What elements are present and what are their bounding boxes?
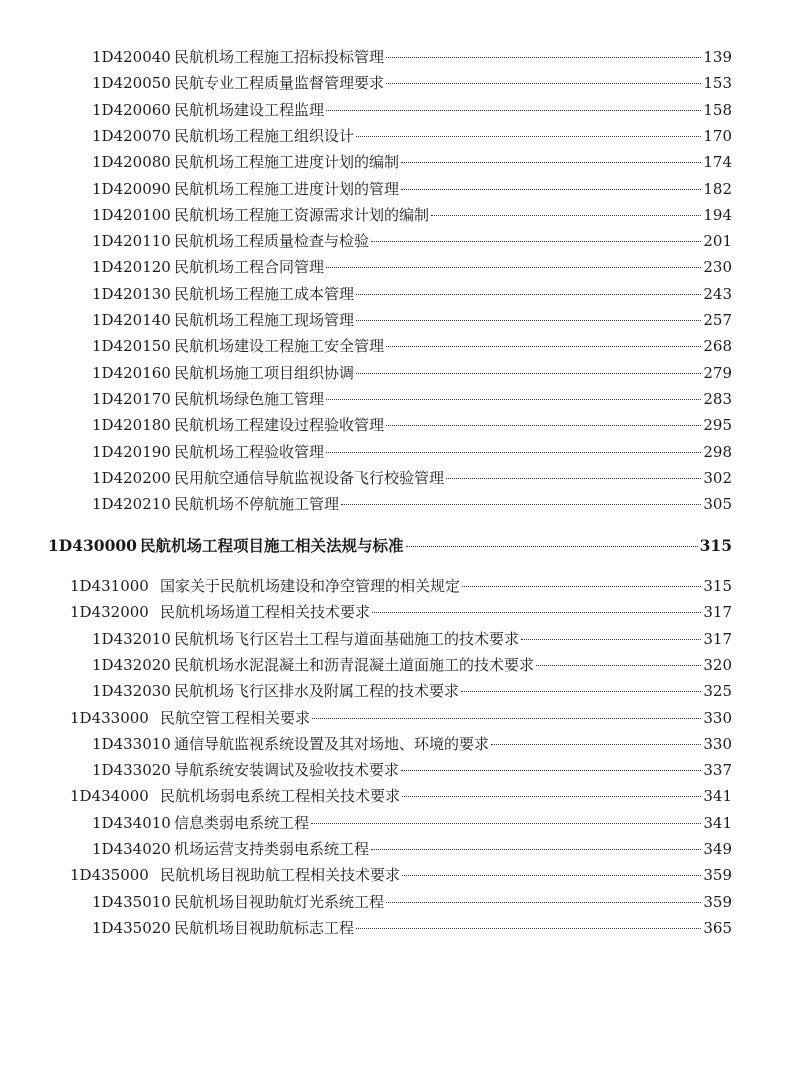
- toc-entry[interactable]: [92, 363, 732, 383]
- toc-dot-leader: [462, 586, 701, 587]
- toc-entry[interactable]: [92, 126, 732, 146]
- toc-entry[interactable]: [92, 839, 732, 859]
- toc-entry-title: 民航机场绿色施工管理: [174, 389, 325, 408]
- toc-entry-page: 257: [703, 311, 732, 329]
- toc-dot-leader: [406, 546, 698, 547]
- toc-entry-title: 民航空管工程相关要求: [160, 708, 311, 727]
- toc-entry[interactable]: [92, 468, 732, 488]
- toc-dot-leader: [386, 902, 701, 903]
- toc-entry-page: 298: [703, 442, 732, 461]
- toc-entry-page: 295: [703, 416, 732, 435]
- toc-entry-page: 317: [703, 603, 732, 622]
- toc-dot-leader: [431, 215, 701, 216]
- toc-entry[interactable]: [92, 655, 732, 675]
- toc-entry-code: 1D432030: [92, 682, 171, 701]
- toc-entry-code: 1D434020: [92, 840, 171, 858]
- toc-entry-page: 349: [703, 840, 732, 858]
- toc-entry[interactable]: [92, 389, 732, 409]
- toc-entry-page: 283: [703, 389, 732, 408]
- toc-dot-leader: [356, 320, 701, 321]
- toc-entry-page: 315: [703, 577, 732, 595]
- toc-entry[interactable]: [92, 629, 732, 649]
- toc-entry[interactable]: [92, 415, 732, 435]
- toc-entry-page: 325: [703, 682, 732, 701]
- toc-entry-code: 1D420190: [92, 442, 171, 461]
- toc-entry-title: 民航机场建设工程施工安全管理: [174, 337, 385, 356]
- toc-entry-page: 330: [703, 734, 732, 753]
- toc-dot-leader: [341, 504, 701, 505]
- toc-entry-title: 民航机场工程施工组织设计: [174, 126, 355, 145]
- toc-entry[interactable]: [92, 892, 732, 912]
- toc-entry-code: 1D432010: [92, 629, 171, 648]
- toc-entry-code: 1D420060: [92, 100, 171, 119]
- toc-entry-title: 国家关于民航机场建设和净空管理的相关规定: [160, 577, 461, 595]
- toc-entry-code: 1D434000: [70, 787, 149, 806]
- toc-dot-leader: [371, 241, 701, 242]
- toc-entry-title: 民航机场施工项目组织协调: [174, 363, 355, 382]
- toc-entry-title: 民航机场工程施工成本管理: [174, 284, 355, 303]
- toc-entry-page: 174: [703, 153, 732, 172]
- toc-entry-code: 1D433010: [92, 734, 171, 753]
- toc-entry-code: 1D435000: [70, 866, 149, 885]
- toc-entry-page: 139: [703, 48, 732, 66]
- toc-dot-leader: [356, 294, 701, 295]
- toc-entry-page: 341: [703, 787, 732, 806]
- toc-dot-leader: [372, 612, 701, 613]
- toc-entry-title: 民航机场飞行区岩土工程与道面基础施工的技术要求: [174, 629, 520, 648]
- toc-entry[interactable]: [92, 681, 732, 701]
- toc-entry-page: 330: [703, 708, 732, 727]
- toc-entry-code: 1D420130: [92, 284, 171, 303]
- toc-entry-code: 1D430000: [48, 536, 137, 555]
- toc-entry-page: 153: [703, 74, 732, 93]
- toc-entry[interactable]: [92, 442, 732, 462]
- toc-dot-leader: [401, 189, 701, 190]
- toc-entry[interactable]: [70, 865, 732, 885]
- toc-dot-leader: [326, 452, 701, 453]
- toc-entry-code: 1D420090: [92, 179, 171, 198]
- toc-entry[interactable]: [92, 336, 732, 356]
- toc-entry-code: 1D433020: [92, 761, 171, 780]
- toc-entry-code: 1D420100: [92, 205, 171, 224]
- toc-entry-page: 337: [703, 761, 732, 780]
- toc-entry-code: 1D433000: [70, 708, 149, 727]
- toc-dot-leader: [386, 425, 701, 426]
- toc-entry-page: 158: [703, 100, 732, 119]
- toc-entry-page: 201: [703, 232, 732, 251]
- toc-entry[interactable]: [92, 494, 732, 514]
- toc-entry[interactable]: [92, 231, 732, 251]
- toc-entry-page: 268: [703, 337, 732, 356]
- toc-entry-code: 1D432020: [92, 655, 171, 674]
- toc-entry-code: 1D420120: [92, 258, 171, 277]
- toc-dot-leader: [446, 478, 701, 479]
- toc-entry-page: 317: [703, 629, 732, 648]
- toc-entry[interactable]: [70, 602, 732, 622]
- toc-entry-page: 359: [703, 866, 732, 885]
- toc-entry-title: 机场运营支持类弱电系统工程: [174, 840, 370, 858]
- toc-entry-title: 民航机场弱电系统工程相关技术要求: [160, 787, 401, 806]
- toc-dot-leader: [402, 875, 701, 876]
- toc-entry[interactable]: [92, 310, 732, 330]
- toc-dot-leader: [386, 83, 701, 84]
- toc-entry-title: 民航机场工程项目施工相关法规与标准: [140, 536, 404, 555]
- toc-entry[interactable]: [92, 760, 732, 780]
- toc-entry-title: 民航机场飞行区排水及附属工程的技术要求: [174, 682, 460, 701]
- toc-entry-page: 279: [703, 363, 732, 382]
- toc-entry-title: 民航机场工程施工进度计划的管理: [174, 179, 400, 198]
- toc-entry-page: 359: [703, 892, 732, 911]
- toc-entry-title: 民航机场工程建设过程验收管理: [174, 416, 385, 435]
- toc-entry-page: 315: [699, 536, 732, 555]
- toc-dot-leader: [326, 399, 701, 400]
- toc-entry-title: 民航机场目视助航灯光系统工程: [174, 892, 385, 911]
- toc-dot-leader: [401, 770, 701, 771]
- toc-entry-code: 1D434010: [92, 813, 171, 832]
- toc-entry-code: 1D420050: [92, 74, 171, 93]
- toc-dot-leader: [536, 665, 701, 666]
- toc-entry-title: 导航系统安装调试及验收技术要求: [174, 761, 400, 780]
- toc-dot-leader: [401, 162, 701, 163]
- toc-entry-title: 民航机场目视助航工程相关技术要求: [160, 866, 401, 885]
- toc-entry[interactable]: [70, 786, 732, 806]
- toc-dot-leader: [521, 639, 701, 640]
- toc-entry[interactable]: [92, 152, 732, 172]
- toc-entry[interactable]: [92, 257, 732, 277]
- toc-entry-page: 243: [703, 284, 732, 303]
- toc-entry[interactable]: [92, 100, 732, 120]
- toc-entry[interactable]: [70, 576, 732, 596]
- toc-entry[interactable]: [92, 284, 732, 304]
- toc-entry-title: 民航机场工程质量检查与检验: [174, 232, 370, 251]
- toc-entry-page: 320: [703, 655, 732, 674]
- toc-entry-code: 1D420150: [92, 337, 171, 356]
- toc-dot-leader: [356, 373, 701, 374]
- toc-entry-title: 通信导航监视系统设置及其对场地、环境的要求: [174, 734, 490, 753]
- toc-dot-leader: [491, 744, 701, 745]
- toc-entry-title: 信息类弱电系统工程: [174, 813, 310, 832]
- toc-entry[interactable]: [92, 205, 732, 225]
- toc-dot-leader: [356, 136, 701, 137]
- toc-entry-title: 民航机场场道工程相关技术要求: [160, 603, 371, 622]
- toc-dot-leader: [371, 849, 701, 850]
- toc-entry[interactable]: [92, 734, 732, 754]
- toc-entry-code: 1D420200: [92, 468, 171, 487]
- toc-entry-code: 1D420070: [92, 126, 171, 145]
- toc-dot-leader: [312, 718, 701, 719]
- toc-dot-leader: [326, 267, 701, 268]
- toc-entry-code: 1D420170: [92, 389, 171, 408]
- toc-entry-title: 民航机场工程合同管理: [174, 258, 325, 277]
- toc-entry-title: 民航专业工程质量监督管理要求: [174, 74, 385, 93]
- toc-dot-leader: [311, 823, 701, 824]
- toc-entry-code: 1D420210: [92, 495, 171, 514]
- toc-dot-leader: [356, 928, 701, 929]
- toc-entry-code: 1D431000: [70, 577, 149, 595]
- toc-entry-title: 民航机场水泥混凝土和沥青混凝土道面施工的技术要求: [174, 655, 535, 674]
- toc-entry[interactable]: [92, 813, 732, 833]
- toc-entry-page: 341: [703, 813, 732, 832]
- toc-entry-code: 1D420080: [92, 153, 171, 172]
- toc-entry[interactable]: [70, 708, 732, 728]
- toc-entry-title: 民航机场建设工程监理: [174, 100, 325, 119]
- toc-entry-page: 305: [703, 495, 732, 514]
- toc-entry[interactable]: [92, 73, 732, 93]
- toc-entry-code: 1D432000: [70, 603, 149, 622]
- toc-entry-title: 民航机场工程施工进度计划的编制: [174, 153, 400, 172]
- toc-entry[interactable]: [92, 918, 732, 938]
- toc-entry-title: 民航机场工程施工现场管理: [174, 311, 355, 329]
- toc-entry[interactable]: [92, 179, 732, 199]
- toc-entry-title: 民航机场目视助航标志工程: [174, 918, 355, 937]
- toc-entry-page: 194: [703, 205, 732, 224]
- toc-dot-leader: [461, 691, 701, 692]
- toc-entry-page: 170: [703, 126, 732, 145]
- toc-entry-code: 1D435020: [92, 918, 171, 937]
- toc-entry-title: 民航机场工程施工资源需求计划的编制: [174, 205, 430, 224]
- toc-entry-code: 1D420110: [92, 232, 171, 251]
- toc-entry-page: 182: [703, 179, 732, 198]
- toc-entry-code: 1D420040: [92, 48, 171, 66]
- toc-entry-title: 民用航空通信导航监视设备飞行校验管理: [174, 468, 445, 487]
- toc-dot-leader: [326, 110, 701, 111]
- toc-dot-leader: [386, 346, 701, 347]
- toc-entry-code: 1D420160: [92, 363, 171, 382]
- toc-entry-page: 230: [703, 258, 732, 277]
- toc-dot-leader: [402, 796, 701, 797]
- toc-dot-leader: [386, 57, 701, 58]
- toc-chapter-entry[interactable]: [48, 536, 732, 556]
- toc-entry-code: 1D435010: [92, 892, 171, 911]
- toc-entry-page: 302: [703, 468, 732, 487]
- toc-entry-title: 民航机场工程施工招标投标管理: [174, 48, 385, 66]
- toc-entry[interactable]: [92, 47, 732, 67]
- toc-entry-page: 365: [703, 918, 732, 937]
- toc-entry-code: 1D420140: [92, 311, 171, 329]
- toc-entry-title: 民航机场不停航施工管理: [174, 495, 340, 514]
- toc-entry-title: 民航机场工程验收管理: [174, 442, 325, 461]
- toc-entry-code: 1D420180: [92, 416, 171, 435]
